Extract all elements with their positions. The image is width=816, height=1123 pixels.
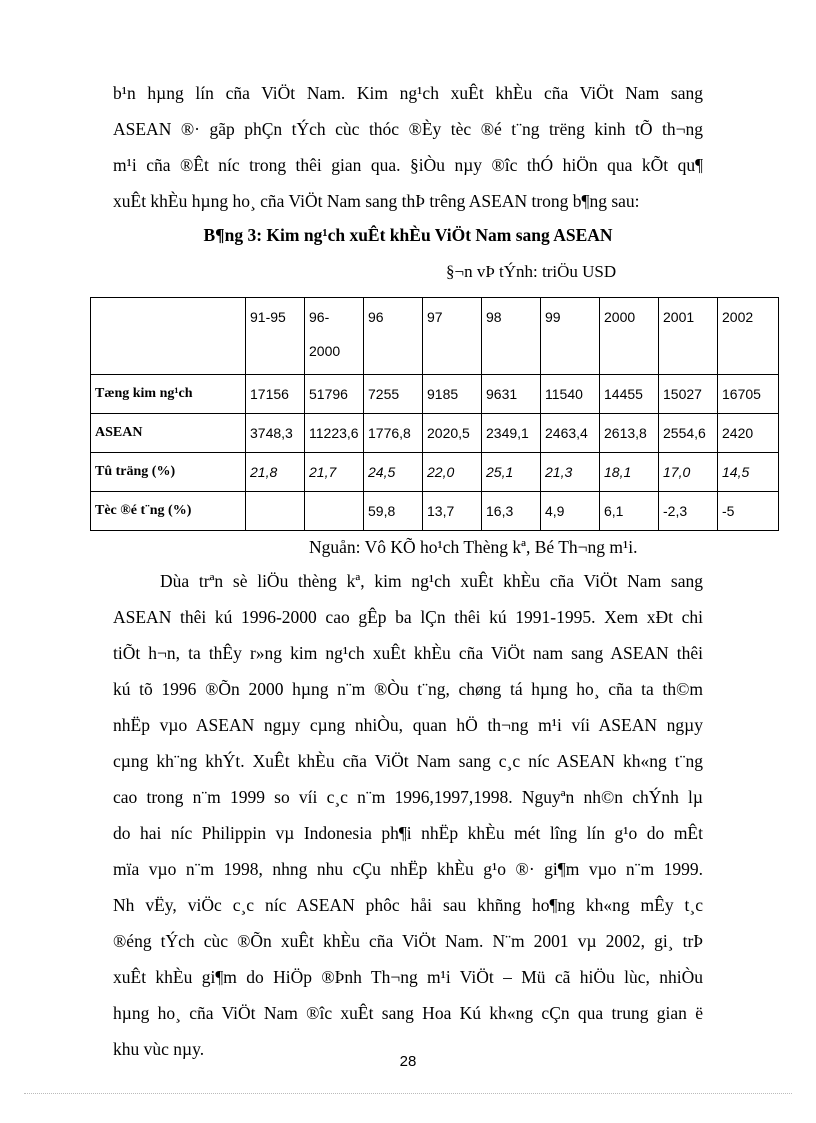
table-cell: 16705 [718, 375, 779, 414]
table-cell: 1776,8 [364, 414, 423, 453]
column-header: 98 [482, 298, 541, 375]
table-cell: 4,9 [541, 492, 600, 531]
table-cell: 22,0 [423, 453, 482, 492]
row-label: Tèc ®é t¨ng (%) [91, 492, 246, 531]
column-header: 91-95 [246, 298, 305, 375]
table-cell: -5 [718, 492, 779, 531]
table-cell [305, 492, 364, 531]
table-cell: 25,1 [482, 453, 541, 492]
text-line: ASEAN thêi kú 1996-2000 cao gÊp ba lÇn thêi kú 1991-1995. Xem xÐt chi [113, 607, 703, 627]
column-header: 99 [541, 298, 600, 375]
table-cell: 2613,8 [600, 414, 659, 453]
text-line: Dùa trªn sè liÖu thèng kª, kim ng¹ch xuÊt khÈu cña ViÖt Nam sang [160, 571, 703, 591]
text-line: khu vùc nµy. [113, 1039, 205, 1059]
table-cell: 21,3 [541, 453, 600, 492]
row-label: Tæng kim ng¹ch [91, 375, 246, 414]
text-line: Nh vËy, viÖc c¸c níc ASEAN phôc håi sau khñng ho¶ng kh«ng mÊy t¸c [113, 895, 703, 915]
table-cell: 2420 [718, 414, 779, 453]
table-cell [246, 492, 305, 531]
row-label: ASEAN [91, 414, 246, 453]
table-cell: 16,3 [482, 492, 541, 531]
table-cell: -2,3 [659, 492, 718, 531]
text-line: xuÊt khÈu gi¶m do HiÖp ®Þnh Th¬ng m¹i ViÖt – Mü cã hiÖu lùc, nhiÒu [113, 967, 703, 987]
column-header: 2000 [600, 298, 659, 375]
export-table [90, 297, 779, 531]
text-line: mïa vµo n¨m 1998, nhng nhu cÇu nhËp khÈu g¹o ®· gi¶m vµo n¨m 1999. [113, 859, 703, 879]
text-line: m¹i cña ®Êt níc trong thêi gian qua. §iÒu nµy ®îc thÓ hiÖn qua kÕt qu¶ [113, 155, 703, 175]
table-cell: 9631 [482, 375, 541, 414]
page-number: 28 [399, 1053, 417, 1070]
table-cell: 7255 [364, 375, 423, 414]
analysis-paragraph [113, 563, 703, 1067]
column-header: 96 [364, 298, 423, 375]
table-cell: 2349,1 [482, 414, 541, 453]
table-header-row [91, 298, 779, 375]
column-header: 96-2000 [305, 298, 364, 375]
text-line: nhËp vµo ASEAN ngµy cµng nhiÒu, quan hÖ th¬ng m¹i víi ASEAN ngµy [113, 715, 703, 735]
table-cell: 18,1 [600, 453, 659, 492]
source-note: Nguån: Vô KÕ ho¹ch Thèng kª, Bé Th¬ng m¹i. [309, 537, 638, 557]
text-line: ®éng tÝch cùc ®Õn xuÊt khÈu cña ViÖt Nam. N¨m 2001 vµ 2002, gi¸ trÞ [113, 931, 703, 951]
table-cell: 14455 [600, 375, 659, 414]
table-title: B¶ng 3: Kim ng¹ch xuÊt khÈu ViÖt Nam sang ASEAN [203, 225, 613, 245]
table-cell: 51796 [305, 375, 364, 414]
table-cell: 14,5 [718, 453, 779, 492]
unit-note: §¬n vÞ tÝnh: triÖu USD [446, 262, 617, 281]
table-cell: 2554,6 [659, 414, 718, 453]
table-cell: 17156 [246, 375, 305, 414]
table-cell: 3748,3 [246, 414, 305, 453]
table-cell: 59,8 [364, 492, 423, 531]
table-row [91, 492, 779, 531]
table-cell: 15027 [659, 375, 718, 414]
table-cell: 21,8 [246, 453, 305, 492]
table-row [91, 414, 779, 453]
footer-divider [24, 1093, 792, 1094]
table-row [91, 453, 779, 492]
row-label: Tû träng (%) [91, 453, 246, 492]
table-row [91, 375, 779, 414]
text-line: b¹n hµng lín cña ViÖt Nam. Kim ng¹ch xuÊt khÈu cña ViÖt Nam sang [113, 83, 703, 103]
table-cell: 21,7 [305, 453, 364, 492]
text-line: xuÊt khÈu hµng ho¸ cña ViÖt Nam sang thÞ trêng ASEAN trong b¶ng sau: [113, 191, 640, 211]
table-cell: 13,7 [423, 492, 482, 531]
text-line: do hai níc Philippin vµ Indonesia ph¶i nhËp khÈu mét lîng lín g¹o do mÊt [113, 823, 703, 843]
text-line: ASEAN ®· gãp phÇn tÝch cùc thóc ®Èy tèc ®é t¨ng trëng kinh tÕ th¬ng [113, 119, 703, 139]
table-cell: 2463,4 [541, 414, 600, 453]
text-line: tiÕt h¬n, ta thÊy r»ng kim ng¹ch xuÊt khÈu cña ViÖt nam sang ASEAN thêi [113, 643, 703, 663]
text-line: kú tõ 1996 ®Õn 2000 hµng n¨m ®Òu t¨ng, chøng tá hµng ho¸ cña ta th©m [113, 679, 703, 699]
table-cell: 6,1 [600, 492, 659, 531]
column-header: 97 [423, 298, 482, 375]
table-corner-cell [91, 298, 246, 375]
text-line: hµng ho¸ cña ViÖt Nam ®îc xuÊt sang Hoa Kú kh«ng cÇn qua trung gian ë [113, 1003, 703, 1023]
column-header: 2002 [718, 298, 779, 375]
text-line: cµng kh¨ng khÝt. XuÊt khÈu cña ViÖt Nam sang c¸c níc ASEAN kh«ng t¨ng [113, 751, 703, 771]
table-cell: 9185 [423, 375, 482, 414]
table-cell: 2020,5 [423, 414, 482, 453]
table-cell: 11540 [541, 375, 600, 414]
intro-paragraph [113, 75, 703, 219]
column-header: 2001 [659, 298, 718, 375]
table-cell: 11223,6 [305, 414, 364, 453]
text-line: cao trong n¨m 1999 so víi c¸c n¨m 1996,1997,1998. Nguyªn nh©n chÝnh lµ [113, 787, 703, 807]
table-cell: 17,0 [659, 453, 718, 492]
table-cell: 24,5 [364, 453, 423, 492]
